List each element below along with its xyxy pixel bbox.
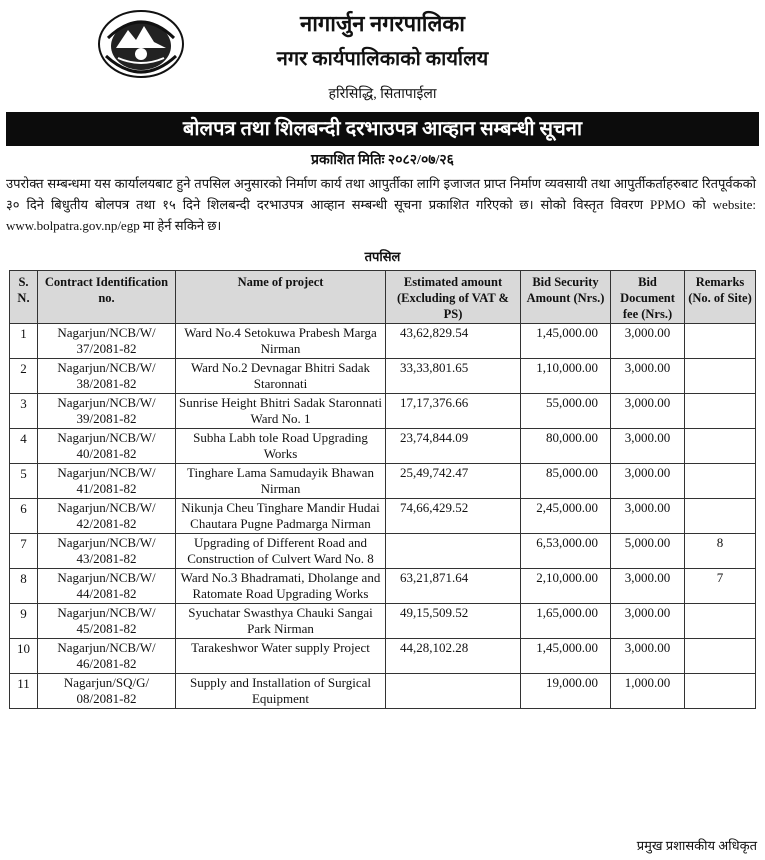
cell-sn: 6 [10,499,38,534]
cell-sn: 8 [10,569,38,604]
cell-remarks: 8 [685,534,756,569]
letterhead [0,0,765,108]
cell-contract-id: Nagarjun/SQ/G/ 08/2081-82 [38,674,176,709]
table-row [10,429,756,464]
table-row [10,639,756,674]
col-header-bid-security: Bid Security Amount (Nrs.) [521,271,611,324]
cell-contract-id: Nagarjun/NCB/W/ 40/2081-82 [38,429,176,464]
cell-contract-id: Nagarjun/NCB/W/ 45/2081-82 [38,604,176,639]
cell-project: Supply and Installation of Surgical Equipment [176,674,386,709]
col-header-doc-fee: Bid Document fee (Nrs.) [611,271,685,324]
cell-doc-fee: 5,000.00 [611,534,685,569]
cell-contract-id: Nagarjun/NCB/W/ 46/2081-82 [38,639,176,674]
office-address: हरिसिद्धि, सितापाईला [328,87,437,102]
cell-sn: 4 [10,429,38,464]
table-row [10,394,756,429]
table-row [10,324,756,359]
table-row [10,569,756,604]
table-row [10,674,756,709]
cell-contract-id: Nagarjun/NCB/W/ 38/2081-82 [38,359,176,394]
table-heading: तपसिल [364,249,401,264]
table-row [10,464,756,499]
cell-bid-security: 85,000.00 [521,464,611,499]
cell-doc-fee: 1,000.00 [611,674,685,709]
municipality-name: नागार्जुन नगरपालिका [299,11,466,36]
cell-doc-fee: 3,000.00 [611,464,685,499]
notice-body: उपरोक्त सम्बन्धमा यस कार्यालयबाट हुने तपसिल अनुसारको निर्माण कार्य तथा आपुर्तीका लागि इजाजत प्राप्त निर्माण व्यवसायी तथा आपुर्तीकर्ताहरुबाट रितपूर्वकको ३० दिने बिधुतीय बोलपत्र तथा १५ दिने शिलबन्दी दरभाउपत्र आव्हान सम्बन्धी सूचना प्रकाशित गरिएको छ। सोको विस्तृत विवरण PPMO को website: www.bolpatra.gov.np/egp मा हेर्न सकिने छ। [6,176,756,233]
cell-remarks [685,639,756,674]
cell-remarks [685,604,756,639]
cell-sn: 5 [10,464,38,499]
cell-bid-security: 1,45,000.00 [521,639,611,674]
cell-bid-security: 2,45,000.00 [521,499,611,534]
cell-project: Tarakeshwor Water supply Project [176,639,386,674]
cell-doc-fee: 3,000.00 [611,394,685,429]
cell-sn: 3 [10,394,38,429]
cell-sn: 2 [10,359,38,394]
cell-remarks [685,429,756,464]
cell-remarks [685,324,756,359]
cell-estimate: 63,21,871.64 [386,569,521,604]
cell-bid-security: 19,000.00 [521,674,611,709]
cell-contract-id: Nagarjun/NCB/W/ 44/2081-82 [38,569,176,604]
cell-remarks [685,359,756,394]
cell-project: Nikunja Cheu Tinghare Mandir Hudai Chautara Pugne Padmarga Nirman [176,499,386,534]
cell-remarks [685,394,756,429]
col-header-contract-id: Contract Identification no. [38,271,176,324]
cell-project: Syuchatar Swasthya Chauki Sangai Park Nirman [176,604,386,639]
office-name: नगर कार्यपालिकाको कार्यालय [276,48,489,70]
cell-sn: 9 [10,604,38,639]
cell-remarks [685,499,756,534]
cell-estimate [386,674,521,709]
cell-sn: 10 [10,639,38,674]
table-row [10,499,756,534]
cell-estimate: 25,49,742.47 [386,464,521,499]
cell-estimate: 49,15,509.52 [386,604,521,639]
published-date: प्रकाशित मितिः २०८२/०७/२६ [311,153,454,168]
cell-contract-id: Nagarjun/NCB/W/ 41/2081-82 [38,464,176,499]
col-header-project: Name of project [176,271,386,324]
cell-contract-id: Nagarjun/NCB/W/ 39/2081-82 [38,394,176,429]
table-row [10,604,756,639]
cell-sn: 1 [10,324,38,359]
cell-doc-fee: 3,000.00 [611,639,685,674]
cell-remarks [685,464,756,499]
cell-contract-id: Nagarjun/NCB/W/ 42/2081-82 [38,499,176,534]
cell-remarks [685,674,756,709]
cell-estimate: 17,17,376.66 [386,394,521,429]
cell-project: Ward No.4 Setokuwa Prabesh Marga Nirman [176,324,386,359]
table-row [10,534,756,569]
cell-estimate: 33,33,801.65 [386,359,521,394]
cell-doc-fee: 3,000.00 [611,569,685,604]
cell-bid-security: 1,10,000.00 [521,359,611,394]
bid-table [9,270,756,709]
cell-bid-security: 2,10,000.00 [521,569,611,604]
table-row [10,359,756,394]
cell-project: Ward No.2 Devnagar Bhitri Sadak Staronnati [176,359,386,394]
cell-estimate: 43,62,829.54 [386,324,521,359]
cell-bid-security: 55,000.00 [521,394,611,429]
col-header-sn: S. N. [10,271,38,324]
signatory-title: प्रमुख प्रशासकीय अधिकृत [636,838,757,853]
cell-bid-security: 80,000.00 [521,429,611,464]
cell-bid-security: 1,65,000.00 [521,604,611,639]
cell-project: Upgrading of Different Road and Construction of Culvert Ward No. 8 [176,534,386,569]
cell-contract-id: Nagarjun/NCB/W/ 43/2081-82 [38,534,176,569]
cell-project: Sunrise Height Bhitri Sadak Staronnati Ward No. 1 [176,394,386,429]
cell-doc-fee: 3,000.00 [611,429,685,464]
cell-doc-fee: 3,000.00 [611,499,685,534]
cell-project: Tinghare Lama Samudayik Bhawan Nirman [176,464,386,499]
cell-estimate: 23,74,844.09 [386,429,521,464]
cell-contract-id: Nagarjun/NCB/W/ 37/2081-82 [38,324,176,359]
cell-bid-security: 6,53,000.00 [521,534,611,569]
cell-sn: 7 [10,534,38,569]
cell-project: Ward No.3 Bhadramati, Dholange and Ratomate Road Upgrading Works [176,569,386,604]
col-header-remarks: Remarks (No. of Site) [685,271,756,324]
cell-estimate [386,534,521,569]
cell-doc-fee: 3,000.00 [611,359,685,394]
cell-doc-fee: 3,000.00 [611,604,685,639]
col-header-estimate: Estimated amount (Excluding of VAT & PS) [386,271,521,324]
cell-doc-fee: 3,000.00 [611,324,685,359]
cell-estimate: 44,28,102.28 [386,639,521,674]
table-header-row [10,271,756,324]
notice-title: बोलपत्र तथा शिलबन्दी दरभाउपत्र आव्हान सम्बन्धी सूचना [6,112,759,146]
cell-sn: 11 [10,674,38,709]
cell-project: Subha Labh tole Road Upgrading Works [176,429,386,464]
cell-bid-security: 1,45,000.00 [521,324,611,359]
cell-remarks: 7 [685,569,756,604]
cell-estimate: 74,66,429.52 [386,499,521,534]
